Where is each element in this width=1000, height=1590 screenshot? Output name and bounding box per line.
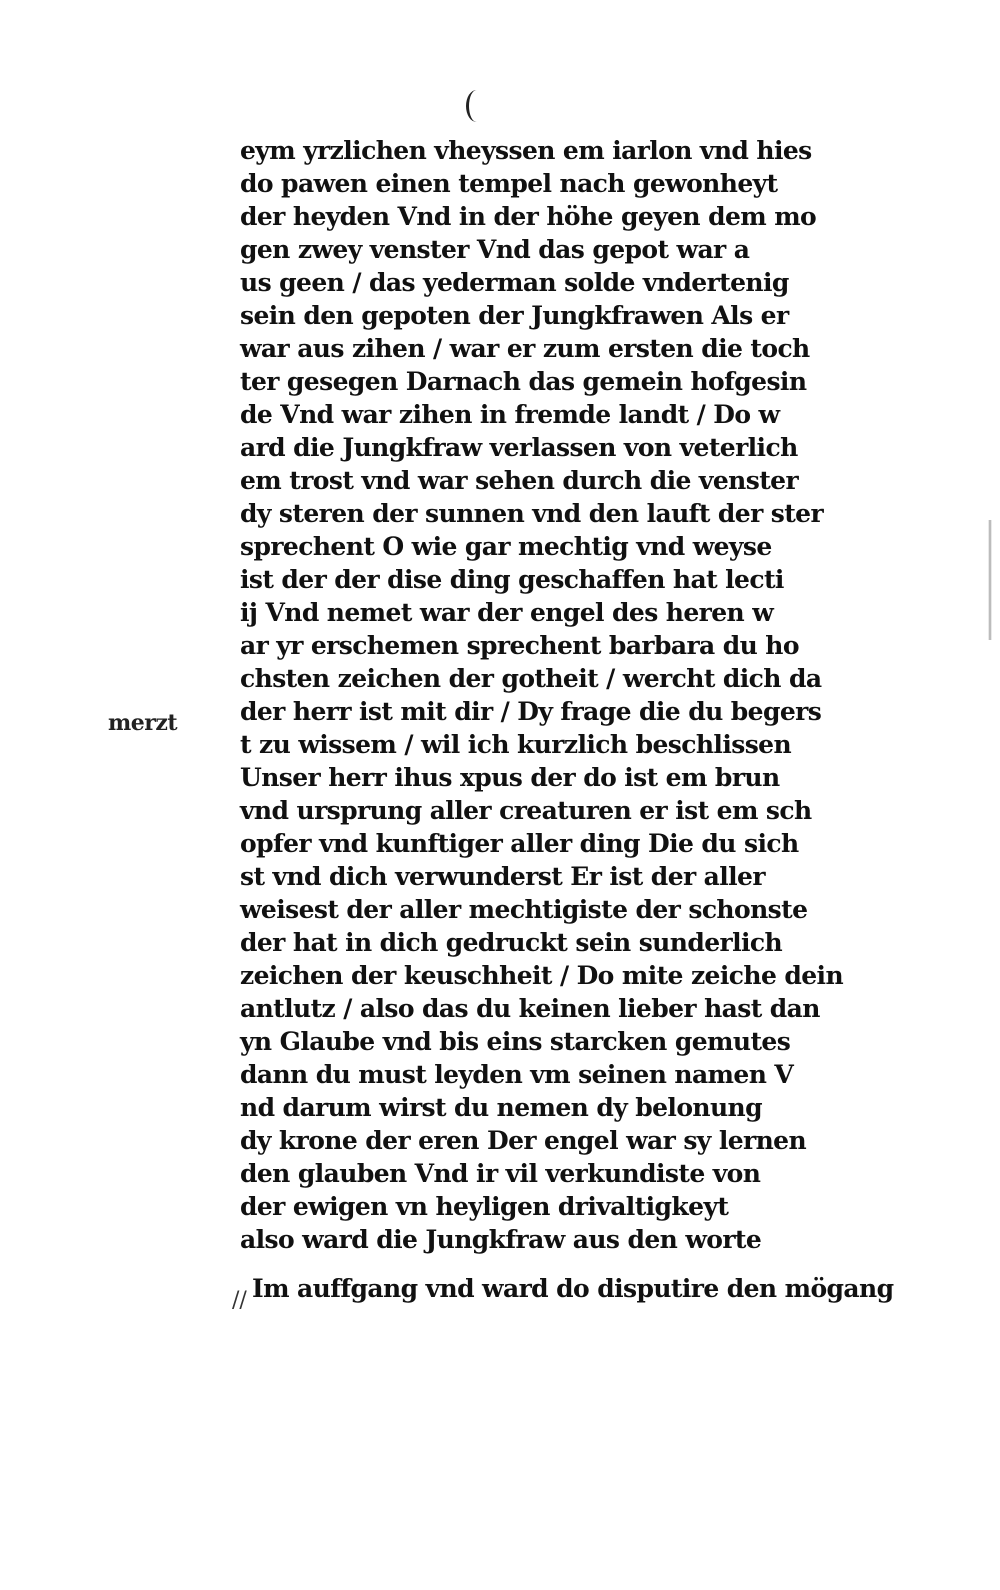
- margin-note: merzt: [108, 710, 178, 736]
- manuscript-line: der herr ist mit dir / Dy frage die du begers: [240, 697, 822, 726]
- manuscript-line: der hat in dich gedruckt sein sunderlich: [240, 928, 783, 957]
- manuscript-line: opfer vnd kunftiger aller ding Die du sich: [240, 829, 799, 858]
- manuscript-line: also ward die Jungkfraw aus den worte: [240, 1225, 762, 1254]
- manuscript-line: dy krone der eren Der engel war sy lernen: [240, 1126, 807, 1155]
- manuscript-line: ist der der dise ding geschaffen hat lecti: [240, 565, 784, 594]
- manuscript-line: ard die Jungkfraw verlassen von veterlich: [240, 433, 798, 462]
- manuscript-line: us geen / das yederman solde vndertenig: [240, 268, 789, 297]
- manuscript-line: chsten zeichen der gotheit / wercht dich da: [240, 664, 822, 693]
- manuscript-line: do pawen einen tempel nach gewonheyt: [240, 169, 778, 198]
- manuscript-line: den glauben Vnd ir vil verkundiste von: [240, 1159, 761, 1188]
- manuscript-line: der heyden Vnd in der höhe geyen dem mo: [240, 202, 817, 231]
- page-top-mark: [466, 90, 487, 122]
- manuscript-line: gen zwey venster Vnd das gepot war a: [240, 235, 750, 264]
- manuscript-line: ij Vnd nemet war der engel des heren w: [240, 598, 774, 627]
- manuscript-line: zeichen der keuschheit / Do mite zeiche dein: [240, 961, 844, 990]
- manuscript-line: antlutz / also das du keinen lieber hast dan: [240, 994, 820, 1023]
- manuscript-line: weisest der aller mechtigiste der schonste: [240, 895, 808, 924]
- manuscript-line: eym yrzlichen vheyssen em iarlon vnd hies: [240, 136, 812, 165]
- manuscript-line: dy steren der sunnen vnd den lauft der ster: [240, 499, 824, 528]
- manuscript-line: dann du must leyden vm seinen namen V: [240, 1060, 794, 1089]
- manuscript-line: st vnd dich verwunderst Er ist der aller: [240, 862, 765, 891]
- manuscript-line: de Vnd war zihen in fremde landt / Do w: [240, 400, 780, 429]
- manuscript-line: ter gesegen Darnach das gemein hofgesin: [240, 367, 807, 396]
- manuscript-line: ar yr erschemen sprechent barbara du ho: [240, 631, 799, 660]
- manuscript-line: nd darum wirst du nemen dy belonung: [240, 1093, 763, 1122]
- manuscript-line: em trost vnd war sehen durch die venster: [240, 466, 799, 495]
- manuscript-line: sprechent O wie gar mechtig vnd weyse: [240, 532, 772, 561]
- page-edge-shadow: [988, 520, 992, 640]
- manuscript-line: war aus zihen / war er zum ersten die toch: [240, 334, 810, 363]
- manuscript-line: Im auffgang vnd ward do disputire den mögang: [252, 1274, 894, 1303]
- manuscript-line: der ewigen vn heyligen drivaltigkeyt: [240, 1192, 729, 1221]
- manuscript-line: t zu wissem / wil ich kurzlich beschlissen: [240, 730, 792, 759]
- manuscript-line: yn Glaube vnd bis eins starcken gemutes: [240, 1027, 791, 1056]
- manuscript-text-block: [240, 134, 960, 1305]
- manuscript-line: vnd ursprung aller creaturen er ist em sch: [240, 796, 812, 825]
- manuscript-line: Unser herr ihus xpus der do ist em brun: [240, 763, 780, 792]
- margin-stroke: //: [232, 1288, 247, 1313]
- manuscript-line: sein den gepoten der Jungkfrawen Als er: [240, 301, 789, 330]
